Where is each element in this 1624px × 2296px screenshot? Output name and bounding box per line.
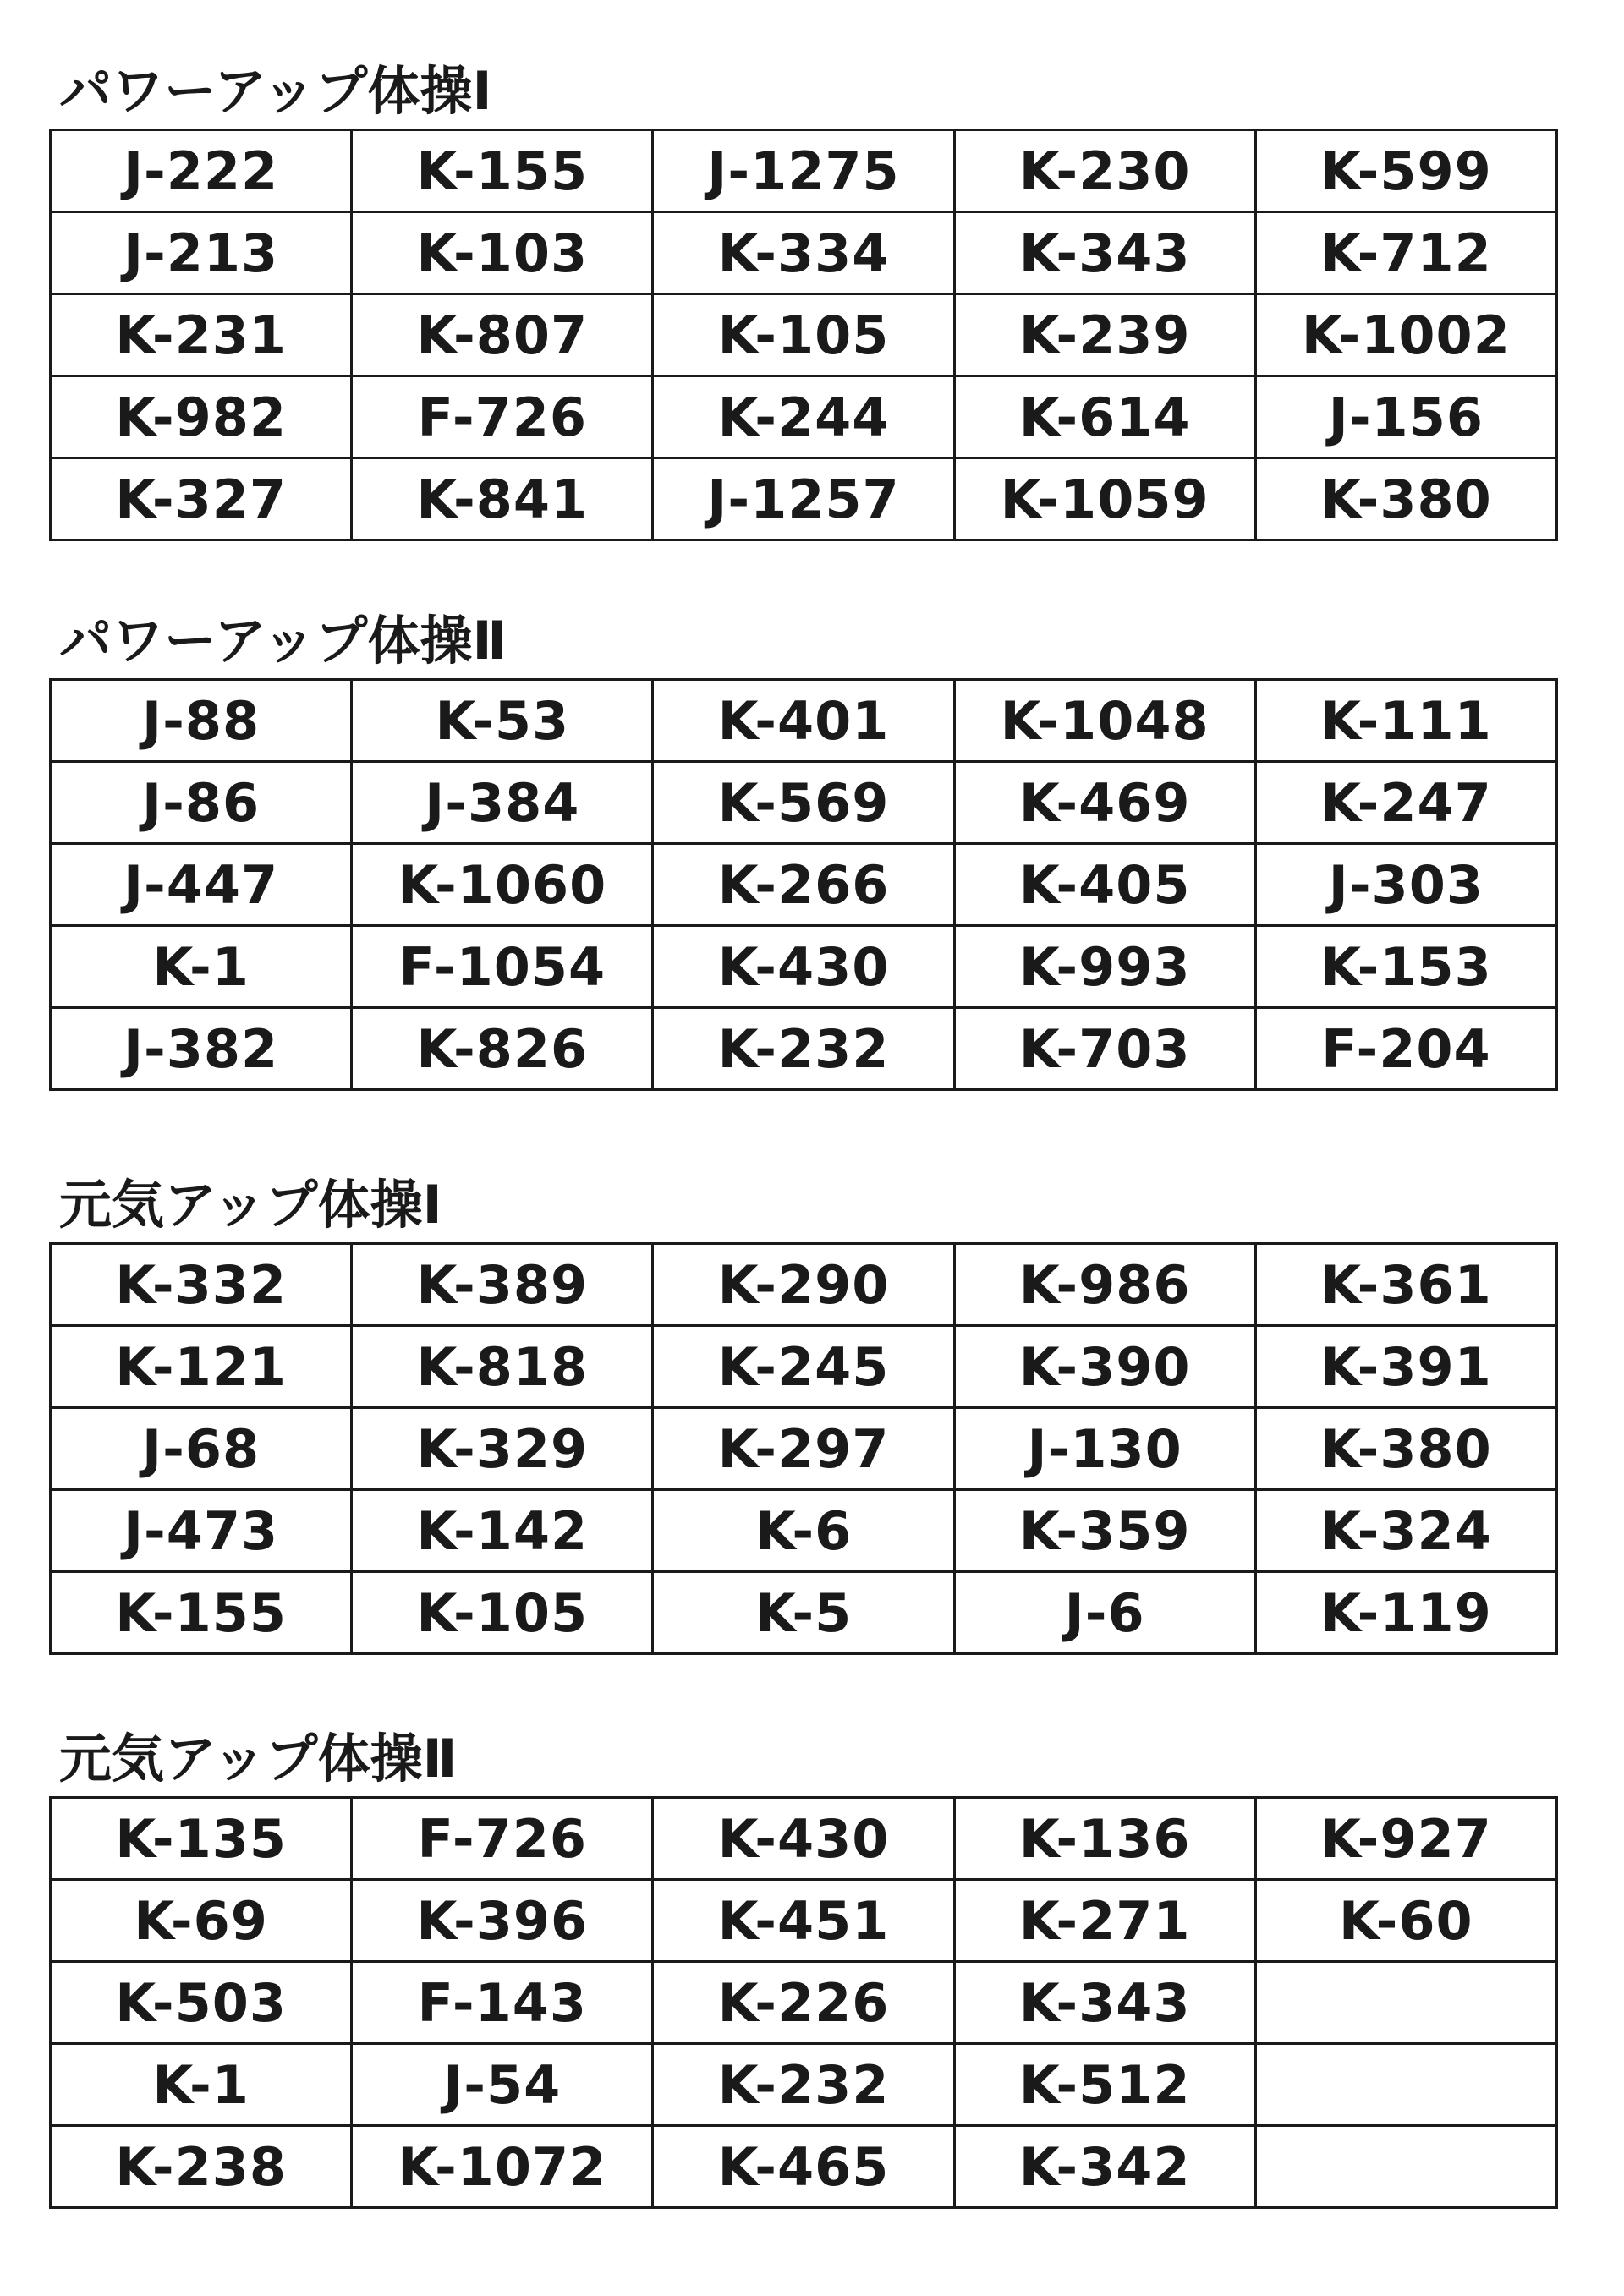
table-cell: K-807 bbox=[352, 294, 653, 376]
table-cell: K-818 bbox=[352, 1326, 653, 1408]
table-cell: K-469 bbox=[954, 762, 1255, 844]
table-row bbox=[51, 2126, 1557, 2208]
table-cell: K-135 bbox=[51, 1798, 352, 1880]
table-row bbox=[51, 1798, 1557, 1880]
section-title: パワーアップ体操Ⅱ bbox=[59, 610, 508, 671]
table-cell: K-290 bbox=[653, 1244, 954, 1326]
table-cell: J-156 bbox=[1255, 376, 1556, 458]
table-cell: K-324 bbox=[1255, 1490, 1556, 1572]
table-cell: J-68 bbox=[51, 1408, 352, 1490]
table-cell: F-1054 bbox=[352, 926, 653, 1008]
table-cell: K-993 bbox=[954, 926, 1255, 1008]
table-cell: F-726 bbox=[352, 376, 653, 458]
table-cell: K-982 bbox=[51, 376, 352, 458]
table-row bbox=[51, 1490, 1557, 1572]
table-cell: F-726 bbox=[352, 1798, 653, 1880]
table-cell: K-405 bbox=[954, 844, 1255, 926]
table-cell: K-361 bbox=[1255, 1244, 1556, 1326]
table-cell: J-303 bbox=[1255, 844, 1556, 926]
table-cell: K-232 bbox=[653, 1008, 954, 1090]
table-cell: K-136 bbox=[954, 1798, 1255, 1880]
table-cell: F-143 bbox=[352, 1962, 653, 2044]
table-cell: K-569 bbox=[653, 762, 954, 844]
table-cell: K-105 bbox=[653, 294, 954, 376]
table-cell: K-247 bbox=[1255, 762, 1556, 844]
table-cell: K-226 bbox=[653, 1962, 954, 2044]
table-row bbox=[51, 212, 1557, 294]
section-power-up-2 bbox=[49, 607, 1558, 1091]
code-table bbox=[49, 678, 1558, 1091]
table-row bbox=[51, 1962, 1557, 2044]
table-row bbox=[51, 376, 1557, 458]
table-cell: J-1275 bbox=[653, 130, 954, 212]
code-table bbox=[49, 1242, 1558, 1655]
table-cell: J-6 bbox=[954, 1572, 1255, 1654]
table-row bbox=[51, 2044, 1557, 2126]
section-title: 元気アップ体操Ⅱ bbox=[59, 1728, 458, 1789]
table-cell: K-239 bbox=[954, 294, 1255, 376]
table-cell: J-213 bbox=[51, 212, 352, 294]
table-cell: K-1002 bbox=[1255, 294, 1556, 376]
table-cell: K-155 bbox=[51, 1572, 352, 1654]
table-cell: K-614 bbox=[954, 376, 1255, 458]
table-cell: K-986 bbox=[954, 1244, 1255, 1326]
table-cell: K-244 bbox=[653, 376, 954, 458]
section-genki-up-2 bbox=[49, 1725, 1558, 2209]
table-cell: K-5 bbox=[653, 1572, 954, 1654]
table-cell: J-222 bbox=[51, 130, 352, 212]
table-cell: K-266 bbox=[653, 844, 954, 926]
table-cell bbox=[1255, 1962, 1556, 2044]
table-cell: K-334 bbox=[653, 212, 954, 294]
table-cell: K-332 bbox=[51, 1244, 352, 1326]
section-title: パワーアップ体操Ⅰ bbox=[59, 60, 492, 122]
table-cell: K-451 bbox=[653, 1880, 954, 1962]
table-cell: K-103 bbox=[352, 212, 653, 294]
table-row bbox=[51, 1880, 1557, 1962]
table-cell: K-503 bbox=[51, 1962, 352, 2044]
table-cell: K-342 bbox=[954, 2126, 1255, 2208]
table-cell: K-396 bbox=[352, 1880, 653, 1962]
table-cell: K-1060 bbox=[352, 844, 653, 926]
table-cell: K-826 bbox=[352, 1008, 653, 1090]
table-cell: K-245 bbox=[653, 1326, 954, 1408]
table-cell: J-130 bbox=[954, 1408, 1255, 1490]
table-cell: K-230 bbox=[954, 130, 1255, 212]
table-cell: K-153 bbox=[1255, 926, 1556, 1008]
table-cell: K-1048 bbox=[954, 680, 1255, 762]
table-cell: K-380 bbox=[1255, 458, 1556, 540]
table-cell: K-1 bbox=[51, 2044, 352, 2126]
table-cell: K-297 bbox=[653, 1408, 954, 1490]
table-row bbox=[51, 762, 1557, 844]
table-cell: K-430 bbox=[653, 926, 954, 1008]
table-cell: J-88 bbox=[51, 680, 352, 762]
table-cell bbox=[1255, 2044, 1556, 2126]
table-cell bbox=[1255, 2126, 1556, 2208]
table-cell: K-121 bbox=[51, 1326, 352, 1408]
table-cell: F-204 bbox=[1255, 1008, 1556, 1090]
table-row bbox=[51, 1244, 1557, 1326]
table-cell: K-119 bbox=[1255, 1572, 1556, 1654]
table-cell: J-447 bbox=[51, 844, 352, 926]
table-cell: K-389 bbox=[352, 1244, 653, 1326]
table-cell: J-382 bbox=[51, 1008, 352, 1090]
table-row bbox=[51, 1408, 1557, 1490]
table-row bbox=[51, 130, 1557, 212]
table-cell: J-473 bbox=[51, 1490, 352, 1572]
table-cell: J-1257 bbox=[653, 458, 954, 540]
table-cell: K-927 bbox=[1255, 1798, 1556, 1880]
table-row bbox=[51, 294, 1557, 376]
table-cell: K-703 bbox=[954, 1008, 1255, 1090]
table-cell: K-60 bbox=[1255, 1880, 1556, 1962]
table-cell: K-391 bbox=[1255, 1326, 1556, 1408]
table-cell: K-155 bbox=[352, 130, 653, 212]
table-cell: K-380 bbox=[1255, 1408, 1556, 1490]
table-cell: K-329 bbox=[352, 1408, 653, 1490]
table-cell: K-1072 bbox=[352, 2126, 653, 2208]
section-power-up-1 bbox=[49, 58, 1558, 541]
table-cell: J-54 bbox=[352, 2044, 653, 2126]
table-cell: K-238 bbox=[51, 2126, 352, 2208]
table-cell: J-86 bbox=[51, 762, 352, 844]
table-cell: K-142 bbox=[352, 1490, 653, 1572]
table-row bbox=[51, 1326, 1557, 1408]
table-cell: K-231 bbox=[51, 294, 352, 376]
table-cell: K-105 bbox=[352, 1572, 653, 1654]
table-cell: K-1 bbox=[51, 926, 352, 1008]
table-cell: K-359 bbox=[954, 1490, 1255, 1572]
table-cell: K-271 bbox=[954, 1880, 1255, 1962]
table-cell: K-1059 bbox=[954, 458, 1255, 540]
table-cell: K-111 bbox=[1255, 680, 1556, 762]
table-cell: K-599 bbox=[1255, 130, 1556, 212]
table-cell: K-53 bbox=[352, 680, 653, 762]
table-cell: K-712 bbox=[1255, 212, 1556, 294]
table-row bbox=[51, 844, 1557, 926]
code-table bbox=[49, 129, 1558, 541]
table-cell: K-343 bbox=[954, 1962, 1255, 2044]
section-title: 元気アップ体操Ⅰ bbox=[59, 1174, 442, 1236]
table-row bbox=[51, 458, 1557, 540]
table-row bbox=[51, 1572, 1557, 1654]
table-cell: J-384 bbox=[352, 762, 653, 844]
table-row bbox=[51, 1008, 1557, 1090]
code-table bbox=[49, 1796, 1558, 2209]
table-cell: K-343 bbox=[954, 212, 1255, 294]
table-cell: K-430 bbox=[653, 1798, 954, 1880]
table-cell: K-232 bbox=[653, 2044, 954, 2126]
table-row bbox=[51, 680, 1557, 762]
table-cell: K-465 bbox=[653, 2126, 954, 2208]
table-cell: K-6 bbox=[653, 1490, 954, 1572]
table-cell: K-327 bbox=[51, 458, 352, 540]
table-row bbox=[51, 926, 1557, 1008]
table-cell: K-841 bbox=[352, 458, 653, 540]
table-cell: K-69 bbox=[51, 1880, 352, 1962]
section-genki-up-1 bbox=[49, 1171, 1558, 1655]
table-cell: K-390 bbox=[954, 1326, 1255, 1408]
table-cell: K-512 bbox=[954, 2044, 1255, 2126]
table-cell: K-401 bbox=[653, 680, 954, 762]
